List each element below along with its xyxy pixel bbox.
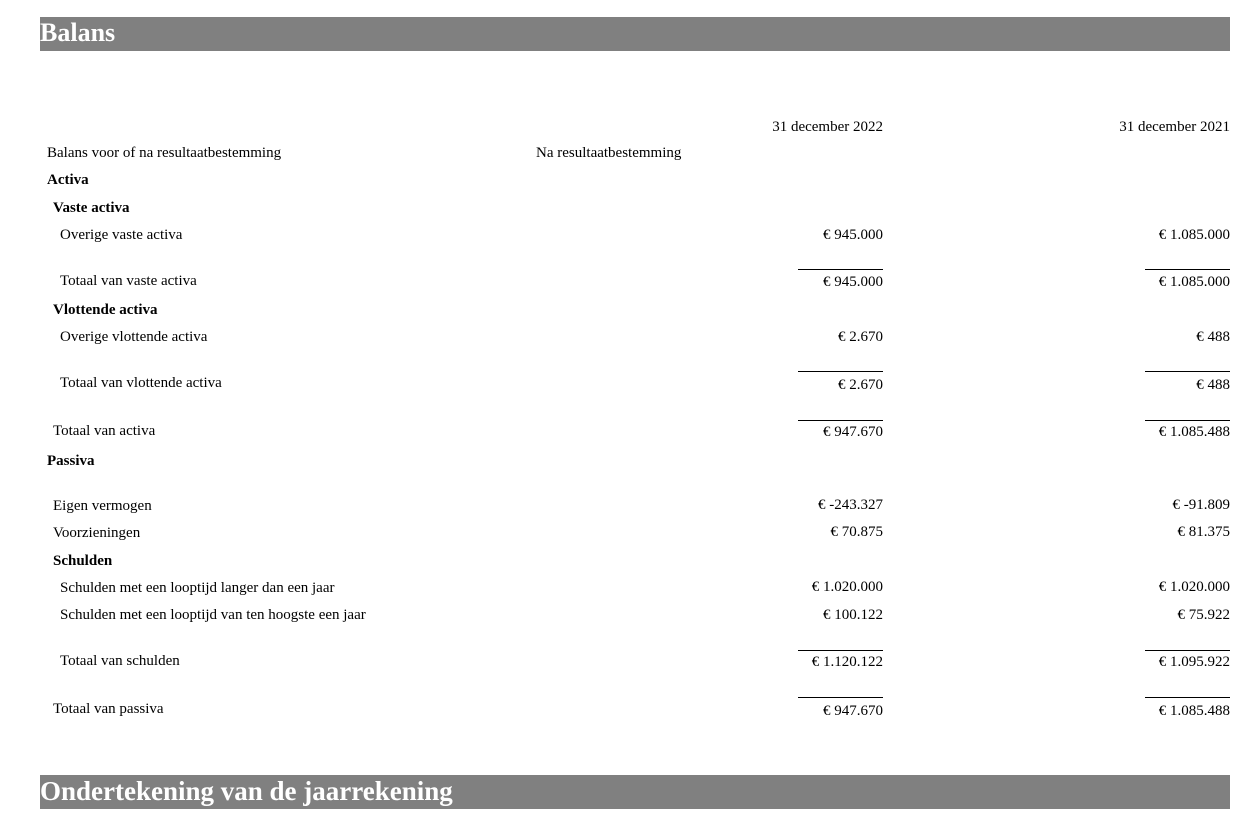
sum-line xyxy=(798,650,883,651)
totaal-passiva-2022: € 947.670 xyxy=(823,703,883,719)
signing-section-header xyxy=(40,775,1230,809)
sum-line xyxy=(1145,269,1230,270)
vaste-activa-heading: Vaste activa xyxy=(53,200,130,216)
column-header-2021: 31 december 2021 xyxy=(1119,119,1230,135)
vlottende-activa-heading: Vlottende activa xyxy=(53,302,158,318)
sum-line xyxy=(798,697,883,698)
schulden-heading: Schulden xyxy=(53,553,113,569)
overige-vaste-activa-2021: € 1.085.000 xyxy=(1158,227,1230,243)
meta-value: Na resultaatbestemming xyxy=(536,145,682,161)
overige-vaste-activa-2022: € 945.000 xyxy=(823,227,883,243)
voorzieningen-2021: € 81.375 xyxy=(1177,524,1230,540)
schulden-kort-label: Schulden met een looptijd van ten hoogste een jaar xyxy=(60,607,366,623)
eigen-vermogen-2022: € -243.327 xyxy=(818,497,883,513)
totaal-activa-2021: € 1.085.488 xyxy=(1158,424,1230,440)
schulden-lang-2021: € 1.020.000 xyxy=(1158,579,1230,595)
overige-vlottende-activa-2022: € 2.670 xyxy=(838,329,883,345)
totaal-passiva-label: Totaal van passiva xyxy=(53,701,164,717)
balance-title: Balans xyxy=(40,18,116,47)
activa-heading: Activa xyxy=(47,172,89,188)
sum-line xyxy=(1145,371,1230,372)
overige-vaste-activa-label: Overige vaste activa xyxy=(60,227,183,243)
sum-line xyxy=(798,420,883,421)
schulden-kort-2021: € 75.922 xyxy=(1177,607,1230,623)
column-header-2022: 31 december 2022 xyxy=(772,119,883,135)
totaal-vlottende-activa-2022: € 2.670 xyxy=(838,377,883,393)
overige-vlottende-activa-label: Overige vlottende activa xyxy=(60,329,208,345)
eigen-vermogen-label: Eigen vermogen xyxy=(53,498,152,514)
schulden-kort-2022: € 100.122 xyxy=(823,607,883,623)
voorzieningen-2022: € 70.875 xyxy=(830,524,883,540)
schulden-lang-2022: € 1.020.000 xyxy=(811,579,883,595)
schulden-lang-label: Schulden met een looptijd langer dan een jaar xyxy=(60,580,335,596)
totaal-activa-label: Totaal van activa xyxy=(53,423,156,439)
sum-line xyxy=(1145,650,1230,651)
totaal-activa-2022: € 947.670 xyxy=(823,424,883,440)
sum-line xyxy=(1145,420,1230,421)
voorzieningen-label: Voorzieningen xyxy=(53,525,141,541)
totaal-vaste-activa-2022: € 945.000 xyxy=(823,274,883,290)
passiva-heading: Passiva xyxy=(47,453,95,469)
overige-vlottende-activa-2021: € 488 xyxy=(1196,329,1230,345)
sum-line xyxy=(1145,697,1230,698)
totaal-schulden-2022: € 1.120.122 xyxy=(811,654,883,670)
totaal-vlottende-activa-label: Totaal van vlottende activa xyxy=(60,375,222,391)
sum-line xyxy=(798,371,883,372)
sum-line xyxy=(798,269,883,270)
balance-section-header xyxy=(40,17,1230,51)
totaal-schulden-label: Totaal van schulden xyxy=(60,653,180,669)
eigen-vermogen-2021: € -91.809 xyxy=(1172,497,1230,513)
signing-title: Ondertekening van de jaarrekening xyxy=(40,776,453,806)
totaal-vlottende-activa-2021: € 488 xyxy=(1196,377,1230,393)
totaal-vaste-activa-label: Totaal van vaste activa xyxy=(60,273,197,289)
totaal-vaste-activa-2021: € 1.085.000 xyxy=(1158,274,1230,290)
meta-label: Balans voor of na resultaatbestemming xyxy=(47,145,282,161)
totaal-schulden-2021: € 1.095.922 xyxy=(1158,654,1230,670)
totaal-passiva-2021: € 1.085.488 xyxy=(1158,703,1230,719)
